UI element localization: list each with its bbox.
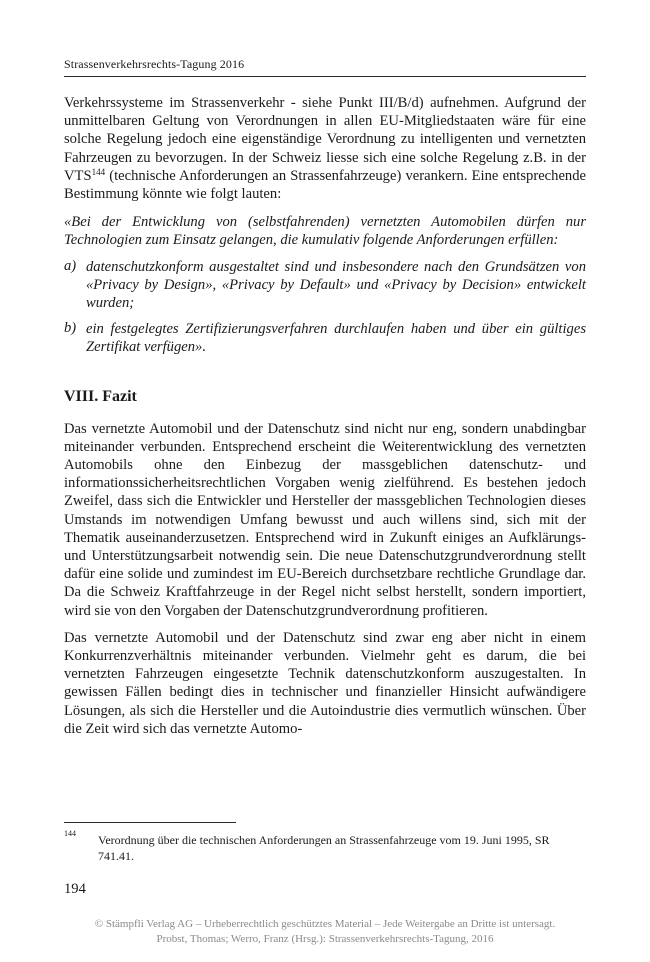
footnote (64, 829, 586, 864)
footnote-text: Verordnung über die technischen Anforderungen an Strassenfahrzeuge vom 19. Juni 1995, SR 741.41. (98, 833, 550, 863)
running-header: Strassenverkehrsrechts-Tagung 2016 (64, 57, 245, 71)
copyright-line-2: Probst, Thomas; Werro, Franz (Hrsg.): Strassenverkehrsrechts-Tagung, 2016 (156, 933, 494, 945)
provision-item-text: datenschutzkonform ausgestaltet sind und insbesondere nach den Grundsätzen von «Privacy by Design», «Privacy by Default» und «Privacy by Decision» entwickelt wurden; (86, 258, 586, 312)
provision-item-a (64, 258, 586, 313)
paragraph-intro (64, 94, 586, 203)
section-heading: VIII. Fazit (64, 387, 137, 405)
paragraph-intro-text-a: Verkehrssysteme im Strassenverkehr - siehe Punkt III/B/d) aufnehmen. Aufgrund der unmittelbaren Geltung von Verordnungen in allen EU-Mitgliedstaaten wäre für eine solche Regelung jedoch eine eigenständige Verordnung zu intelligenten und vernetzten Fahrzeugen zu bevorzugen. In der Schweiz liesse sich eine solche Regelung z.B. in der VTS (64, 95, 586, 184)
paragraph-intro-text-b: (technische Anforderungen an Strassenfahrzeuge) verankern. Eine entsprechende Bestimmung könnte wie folgt lauten: (64, 167, 586, 203)
footnote-rule (64, 822, 236, 823)
paragraph-conclusion-1: Das vernetzte Automobil und der Datenschutz sind nicht nur eng, sondern unabdingbar miteinander verbunden. Entsprechend erscheint die Weiterentwicklung des vernetzten Automobils ohne den Einbezug der massgeblichen datenschutz- und informationssicherheitsrechtlichen Vorgaben wenig zielführend. Es bestehen jedoch Zweifel, dass sich die Entwickler und Hersteller der massgeblichen Technologien dieses Umstands im notwendigen Umfang bewusst und auch willens sind, sich mit der Thematik auseinanderzusetzen. Entsprechend wird in Zukunft einiges an Aufklärungs- und Unterstützungsarbeit notwendig sein. Die neue Datenschutzgrundverordnung stellt dafür eine solide und zumindest im EU-Bereich durchsetzbare rechtliche Grundlage dar. Da die Schweiz Kraftfahrzeuge in der Regel nicht selbst herstellt, sondern importiert, wird sie von den Vorgaben der Datenschutzgrundverordnung profitieren. (64, 420, 586, 619)
provision-item-b (64, 320, 586, 356)
provision-item-label: b) (64, 320, 77, 337)
provision-item-text: ein festgelegtes Zertifizierungsverfahren durchlaufen haben und über ein gültiges Zertifikat verfügen». (86, 321, 586, 356)
copyright-line-1: © Stämpfli Verlag AG – Urheberrechtlich geschütztes Material – Jede Weitergabe an Dritte ist untersagt. (94, 918, 556, 930)
body-text (64, 94, 586, 738)
page-number: 194 (64, 881, 86, 897)
quoted-provision: «Bei der Entwicklung von (selbstfahrenden) vernetzten Automobilen dürfen nur Technologien zum Einsatz gelangen, die kumulativ folgende Anforderungen erfüllen: (64, 214, 586, 249)
header-rule (64, 76, 586, 77)
paragraph-conclusion-2: Das vernetzte Automobil und der Datenschutz sind zwar eng aber nicht in einem Konkurrenzverhältnis miteinander verbunden. Vielmehr geht es darum, die bei vernetzten Fahrzeugen eingesetzte Technik datenschutzkonform auszugestalten. In gewissen Fällen bedingt dies in technischer und finanzieller Hinsicht aufwändigere Lösungen, als sich die Hersteller und die Autoindustrie dies vermutlich wünschen. Über die Zeit wird sich das vernetzte Automo- (64, 629, 586, 737)
provision-item-label: a) (64, 257, 77, 274)
copyright-notice (0, 917, 650, 947)
footnote-number: 144 (64, 829, 76, 838)
footnote-reference[interactable]: 144 (91, 166, 106, 177)
